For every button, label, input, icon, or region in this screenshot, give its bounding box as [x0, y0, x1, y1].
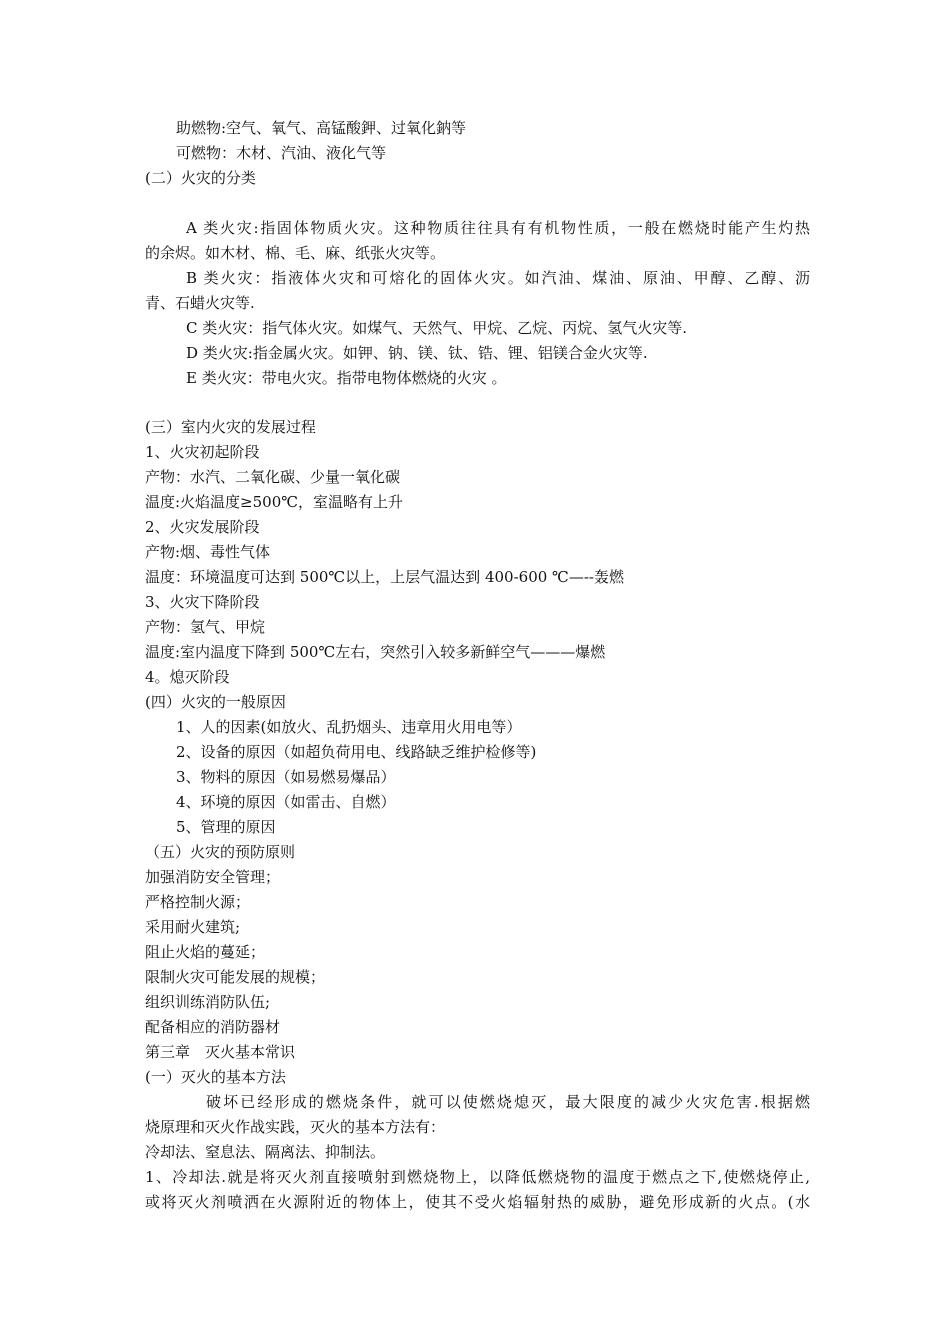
list-item: 2、设备的原因（如超负荷用电、线路缺乏维护检修等) [176, 743, 537, 761]
section-heading: (四）火灾的一般原因 [145, 693, 286, 711]
list-item: 配备相应的消防器材 [145, 1018, 281, 1036]
text-line: 助燃物:空气、氧气、高锰酸鉀、过氧化鈉等 [176, 119, 467, 137]
list-item: 阻止火焰的蔓延； [145, 943, 266, 961]
section-heading: (一）灭火的基本方法 [145, 1068, 286, 1086]
list-item: 严格控制火源； [145, 893, 251, 911]
list-item: 限制火灾可能发展的规模； [145, 968, 326, 986]
paragraph-line: 青、石蜡火灾等. [145, 294, 255, 312]
text-line: 产物：水汽、二氧化碳、少量一氧化碳 [145, 468, 401, 486]
paragraph-line: E 类火灾：带电火灾。指带电物体燃烧的火灾 。 [186, 369, 507, 387]
paragraph-line: 的余烬。如木材、棉、毛、麻、纸张火灾等。 [145, 244, 446, 262]
text-line: 3、火灾下降阶段 [145, 593, 260, 611]
text-line: 可燃物：木材、汽油、液化气等 [176, 144, 387, 162]
text-line: 温度:火焰温度≥500℃，室温略有上升 [145, 493, 404, 511]
text-line: 温度：环境温度可达到 500℃以上，上层气温达到 400-600 ℃—--轰燃 [145, 568, 624, 586]
paragraph-line: 烧原理和灭火作战实践，灭火的基本方法有： [145, 1118, 446, 1136]
text-line: 2、火灾发展阶段 [145, 518, 260, 536]
list-item: 组织训练消防队伍; [145, 993, 271, 1011]
chapter-heading: 第三章 灭火基本常识 [145, 1043, 296, 1061]
paragraph-line: 或将灭火剂喷洒在火源附近的物体上，使其不受火焰辐射热的威胁，避免形成新的火点。(水 [145, 1193, 810, 1211]
text-line: 温度:室内温度下降到 500℃左右，突然引入较多新鲜空气———爆燃 [145, 643, 606, 661]
list-item: 采用耐火建筑; [145, 918, 241, 936]
paragraph-line: C 类火灾：指气体火灾。如煤气、天然气、甲烷、乙烷、丙烷、氢气火灾等. [186, 319, 688, 337]
paragraph-line: A 类火灾:指固体物质火灾。这种物质往往具有有机物性质，一般在燃烧时能产生灼热 [186, 219, 810, 237]
list-item: 1、人的因素(如放火、乱扔烟头、违章用火用电等） [176, 718, 522, 736]
paragraph-line: B 类火灾：指液体火灾和可熔化的固体火灾。如汽油、煤油、原油、甲醇、乙醇、沥 [186, 269, 810, 287]
paragraph-line: 1、冷却法.就是将灭火剂直接喷射到燃烧物上，以降低燃烧物的温度于燃点之下,使燃烧停止, [145, 1168, 810, 1186]
section-heading: (二）火灾的分类 [145, 169, 256, 187]
text-line: 产物:烟、毒性气体 [145, 543, 271, 561]
text-line: 产物：氢气、甲烷 [145, 618, 266, 636]
list-item: 3、物料的原因（如易燃易爆品） [176, 768, 396, 786]
paragraph-line: 破坏已经形成的燃烧条件，就可以使燃烧熄灭，最大限度的减少火灾危害.根据燃 [206, 1093, 810, 1111]
paragraph-line: D 类火灾:指金属火灾。如钾、钠、镁、钛、锆、锂、铝镁合金火灾等. [186, 344, 648, 362]
list-item: 加强消防安全管理； [145, 868, 281, 886]
list-item: 5、管理的原因 [176, 818, 276, 836]
section-heading: （五）火灾的预防原则 [145, 843, 296, 861]
list-item: 4、环境的原因（如雷击、自燃） [176, 793, 396, 811]
paragraph-line: 冷却法、窒息法、隔离法、抑制法。 [145, 1143, 386, 1161]
text-line: 1、火灾初起阶段 [145, 443, 260, 461]
text-line: 4。熄灭阶段 [145, 668, 230, 686]
section-heading: (三）室内火灾的发展过程 [145, 418, 316, 436]
